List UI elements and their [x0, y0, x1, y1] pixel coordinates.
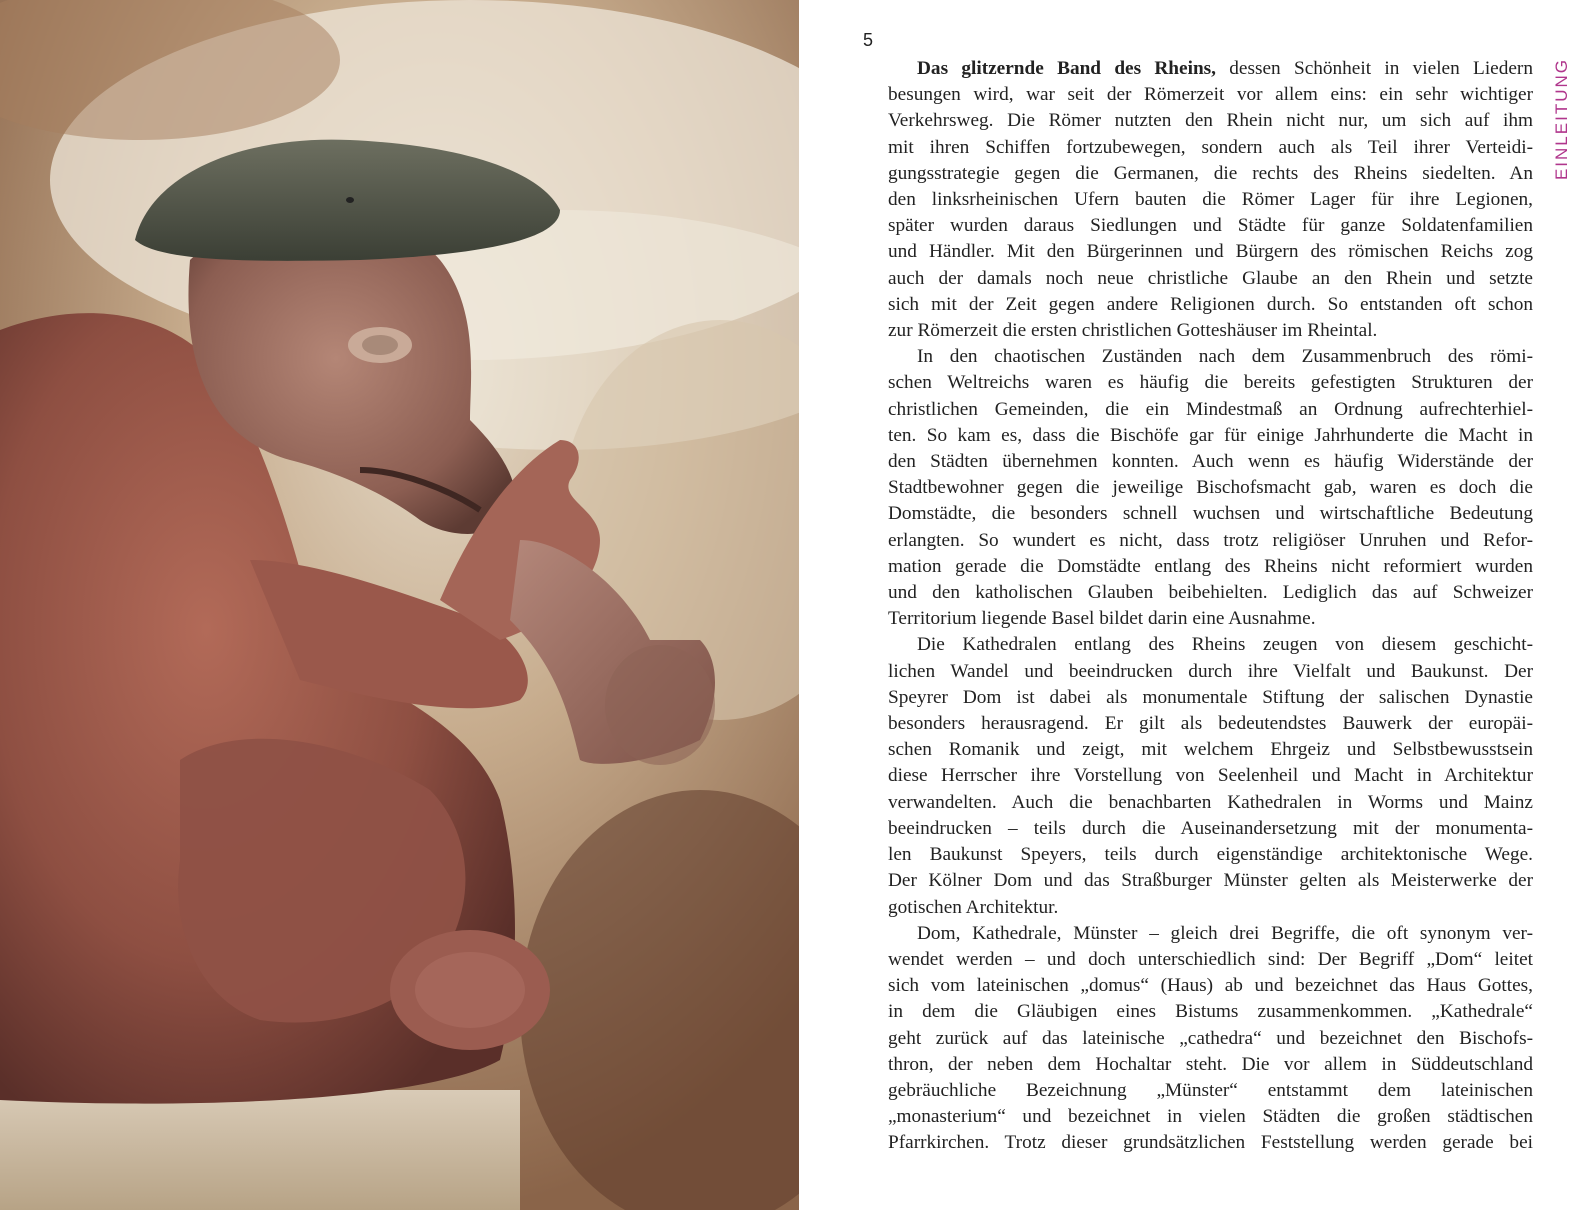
paragraph-2: [888, 344, 1533, 632]
text-line: gungsstrategie gegen die Germanen, die rechts des Rheins siedelten. An: [888, 162, 1533, 184]
text-line: „monasterium“ und bezeichnet in vielen Städten die großen städtischen: [888, 1106, 1533, 1128]
text-line: lichen Wandel und beeindrucken durch ihre Vielfalt und Baukunst. Der: [888, 660, 1533, 682]
text-page: [799, 0, 1594, 1210]
text-line: In den chaotischen Zuständen nach dem Zusammenbruch des römi-: [917, 346, 1533, 368]
paragraph-4: [888, 921, 1533, 1157]
text-line: beeindrucken – teils durch die Auseinandersetzung mit der monumenta-: [888, 817, 1533, 839]
section-label-text: EINLEITUNG: [1552, 58, 1571, 181]
text-line: Speyrer Dom ist dabei als monumentale Stiftung der salischen Dynastie: [888, 686, 1533, 708]
text-line: den Städten übernehmen konnten. Auch wenn es häufig Widerstände der: [888, 451, 1533, 473]
text-line: Verkehrsweg. Die Römer nutzten den Rhein nicht nur, um sich auf ihm: [888, 110, 1533, 132]
text-line: diese Herrscher ihre Vorstellung von Seelenheil und Macht in Architektur: [888, 765, 1533, 787]
text-line: Dom, Kathedrale, Münster – gleich drei Begriffe, die oft synonym ver-: [917, 922, 1533, 944]
text-line: sich vom lateinischen „domus“ (Haus) ab und bezeichnet das Haus Gottes,: [888, 975, 1533, 997]
text-line: schen Weltreichs waren es häufig die bereits gefestigten Strukturen der: [888, 372, 1533, 394]
text-line: wendet werden – und doch unterschiedlich sind: Der Begriff „Dom“ leitet: [888, 948, 1533, 970]
text-line: erlangten. So wundert es nicht, dass trotz religiöser Unruhen und Refor-: [888, 529, 1533, 551]
text-line: auch der damals noch neue christliche Glaube an den Rhein und setzte: [888, 267, 1533, 289]
lead-text: Das glitzernde Band des Rheins,: [917, 58, 1216, 79]
text-line: in dem die Gläubigen eines Bistums zusammenkommen. „Kathedrale“: [888, 1001, 1533, 1023]
text-line: und Händler. Mit den Bürgerinnen und Bürgern des römischen Reichs zog: [888, 241, 1533, 263]
text-line: besungen wird, war seit der Römerzeit vor allem eins: ein sehr wichtiger: [888, 84, 1533, 106]
text-line: zur Römerzeit die ersten christlichen Gotteshäuser im Rheintal.: [888, 320, 1378, 342]
text-line: verwandelten. Auch die benachbarten Kathedralen in Worms und Mainz: [888, 791, 1533, 813]
page-number: 5: [863, 30, 874, 50]
text-line: len Baukunst Speyers, teils durch eigenständige architektonische Wege.: [888, 844, 1533, 866]
text-line: gotischen Architektur.: [888, 896, 1059, 918]
text-line: geht zurück auf das lateinische „cathedra“ und bezeichnet den Bischofs-: [888, 1027, 1533, 1049]
body-text: [888, 56, 1533, 1157]
text-line: und den katholischen Glauben beibehielten. Lediglich das auf Schweizer: [888, 582, 1533, 604]
text-line: gebräuchliche Bezeichnung „Münster“ entstammt dem lateinischen: [888, 1079, 1533, 1101]
text-line: Die Kathedralen entlang des Rheins zeugen von diesem geschicht-: [917, 634, 1533, 656]
paragraph-3: [888, 632, 1533, 920]
text-line: sich mit der Zeit gegen andere Religionen durch. So entstanden oft schon: [888, 293, 1533, 315]
text-line: Domstädte, die besonders schnell wuchsen und wirtschaftliche Bedeutung: [888, 503, 1533, 525]
text-line: Pfarrkirchen. Trotz dieser grundsätzlichen Feststellung werden gerade bei: [888, 1132, 1533, 1154]
paragraph-1: [888, 56, 1533, 344]
text-line: christlichen Gemeinden, die ein Mindestmaß an Ordnung aufrechterhiel-: [888, 398, 1533, 420]
section-label: [1552, 58, 1576, 188]
text-line: mit ihren Schiffen fortzubewegen, sondern auch als Teil ihrer Verteidi-: [888, 136, 1533, 158]
text-line: Das glitzernde Band des Rheins, dessen Schönheit in vielen Liedern: [917, 58, 1533, 79]
text-line: besonders herausragend. Er gilt als bedeutendstes Bauwerk der europäi-: [888, 713, 1533, 735]
text-line: später wurden daraus Siedlungen und Städte für ganze Soldatenfamilien: [888, 215, 1533, 237]
text-line: den linksrheinischen Ufern bauten die Römer Lager für ihre Legionen,: [888, 189, 1533, 211]
text-line: ten. So kam es, dass die Bischöfe gar für einige Jahrhunderte die Macht in: [888, 424, 1533, 446]
text-line: mation gerade die Domstädte entlang des Rheins nicht reformiert wurden: [888, 555, 1533, 577]
text-line: schen Romanik und zeigt, mit welchem Ehrgeiz und Selbstbewusstsein: [888, 739, 1533, 761]
text-line: Der Kölner Dom und das Straßburger Münster gelten als Meisterwerke der: [888, 870, 1533, 892]
text-line: Territorium liegende Basel bildet darin eine Ausnahme.: [888, 608, 1316, 630]
text-line: thron, der neben dem Hochaltar steht. Die vor allem in Süddeutschland: [888, 1053, 1533, 1075]
text-line: Stadtbewohner gegen die jeweilige Bischofsmacht gab, waren es doch die: [888, 477, 1533, 499]
